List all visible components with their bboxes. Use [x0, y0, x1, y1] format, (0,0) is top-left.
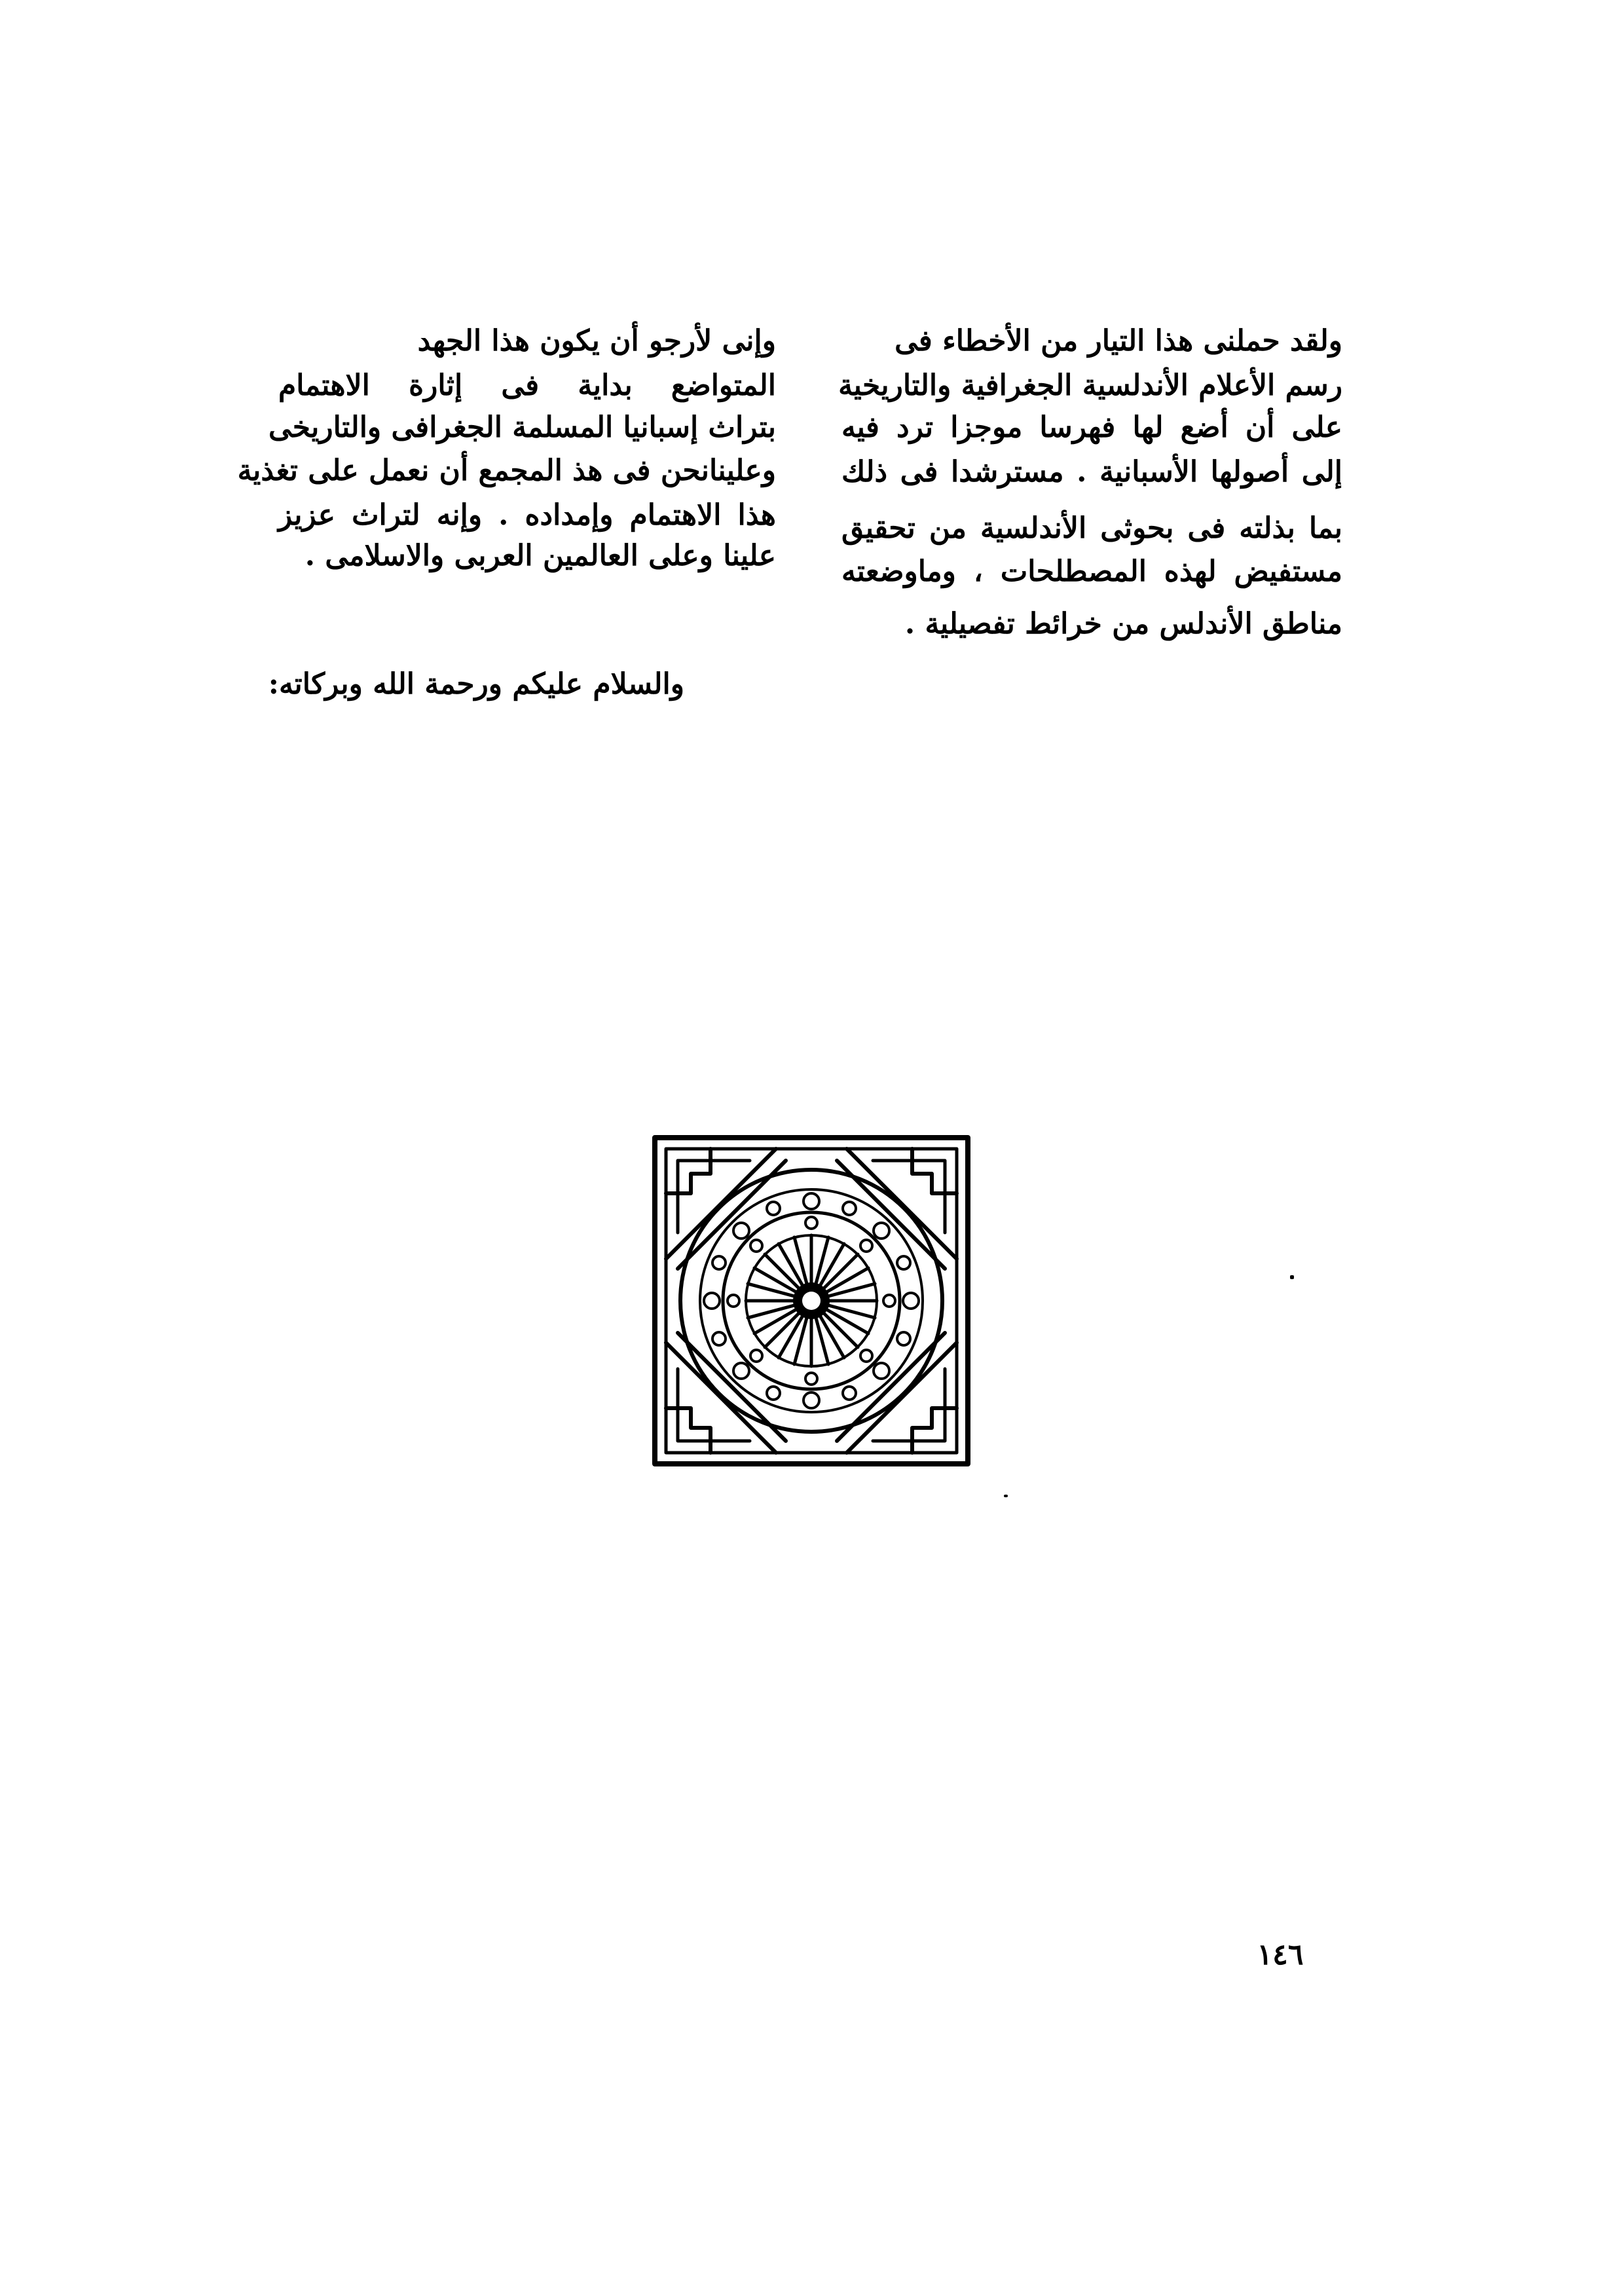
text-line: إلى أصولها الأسبانية . مسترشدا فى ذلك: [841, 455, 1342, 489]
text-line: مناطق الأندلس من خرائط تفصيلية .: [904, 607, 1342, 641]
right-text-column: [838, 321, 1342, 662]
geometric-rosette-ornament-icon: [652, 1134, 971, 1467]
closing-salutation: والسلام عليكم ورحمة الله وبركاته:: [268, 667, 684, 701]
page-number: ١٤٦: [1257, 1938, 1304, 1971]
scan-speck: [1004, 1495, 1008, 1497]
scan-speck: [1290, 1275, 1294, 1279]
text-line: على أن أضع لها فهرسا موجزا ترد فيه: [841, 411, 1342, 444]
text-line: ولقد حملنى هذا التيار من الأخطاء فى: [895, 324, 1342, 358]
text-line: مستفيض لهذه المصطلحات ، وماوضعته: [841, 555, 1342, 588]
text-line: وإنى لأرجو أن يكون هذا الجهد: [417, 324, 776, 358]
text-line: بما بذلته فى بحوثى الأندلسية من تحقيق: [841, 512, 1342, 545]
text-line: رسم الأعلام الأندلسية الجغرافية والتاريخية: [838, 369, 1342, 402]
text-line: علينا وعلى العالمين العربى والاسلامى .: [304, 539, 776, 572]
text-line: وعلينانحن فى هذ المجمع أن نعمل على تغذية: [237, 454, 776, 487]
left-text-column: [237, 321, 776, 662]
text-line: المتواضع بداية فى إثارة الاهتمام: [278, 369, 776, 402]
text-line: بتراث إسبانيا المسلمة الجغرافى والتاريخى: [268, 411, 776, 444]
text-line: هذا الاهتمام وإمداده . وإنه لتراث عزيز: [278, 498, 776, 532]
